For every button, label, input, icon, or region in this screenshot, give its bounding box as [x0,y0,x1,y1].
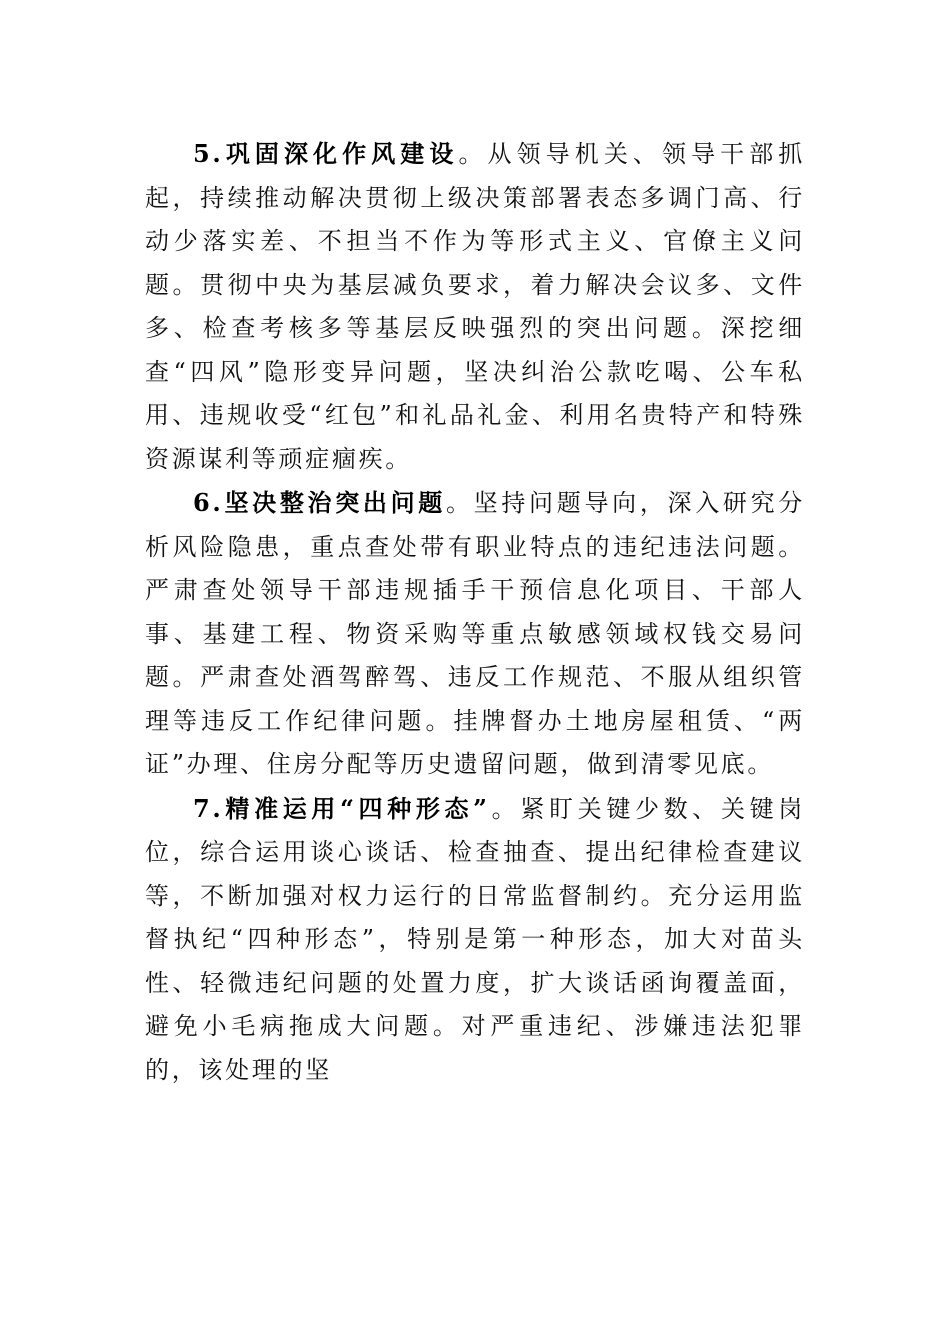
paragraph-6 [145,481,805,787]
paragraph-5-text: 。从领导机关、领导干部抓起，持续推动解决贯彻上级决策部署表态多调门高、行动少落实差、不担当不作为等形式主义、官僚主义问题。贯彻中央为基层减负要求，着力解决会议多、文件多、检查考核多等基层反映强烈的突出问题。深挖细查“四风”隐形变异问题，坚决纠治公款吃喝、公车私用、违规收受“红包”和礼品礼金、利用名贵特产和特殊资源谋利等顽症痼疾。 [145,140,805,473]
paragraph-7 [145,787,805,1093]
document-body [145,132,805,1092]
paragraph-5-heading: 5.巩固深化作风建设 [193,139,459,168]
paragraph-6-heading: 6.坚决整治突出问题 [193,488,446,517]
paragraph-6-text: 。坚持问题导向，深入研究分析风险隐患，重点查处带有职业特点的违纪违法问题。严肃查处领导干部违规插手干预信息化项目、干部人事、基建工程、物资采购等重点敏感领域权钱交易问题。严肃查处酒驾醉驾、违反工作规范、不服从组织管理等违反工作纪律问题。挂牌督办土地房屋租赁、“两证”办理、住房分配等历史遗留问题，做到清零见底。 [145,489,805,778]
paragraph-7-text: 。紧盯关键少数、关键岗位，综合运用谈心谈话、检查抽查、提出纪律检查建议等，不断加强对权力运行的日常监督制约。充分运用监督执纪“四种形态”，特别是第一种形态，加大对苗头性、轻微违纪问题的处置力度，扩大谈话函询覆盖面，避免小毛病拖成大问题。对严重违纪、涉嫌违法犯罪的，该处理的坚 [145,794,805,1084]
paragraph-5 [145,132,805,481]
paragraph-7-heading: 7.精准运用“四种形态” [193,793,490,823]
